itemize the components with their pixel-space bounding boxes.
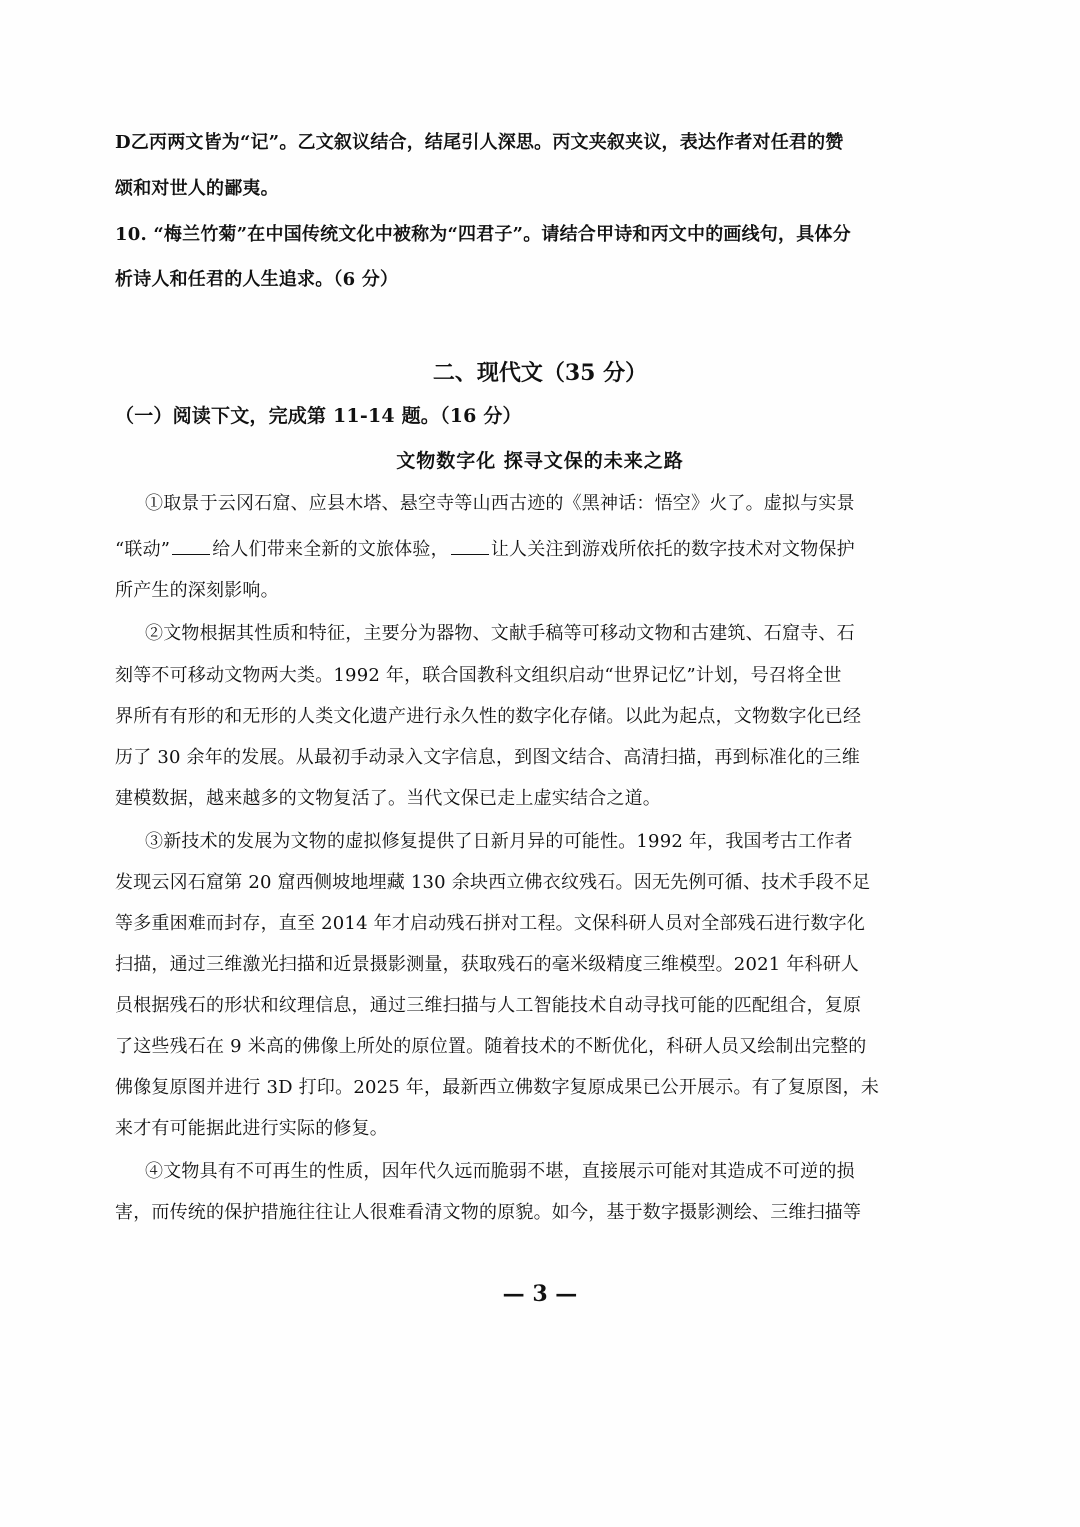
q10-line1: 10. “梅兰竹菊”在中国传统文化中被称为“四君子”。请结合甲诗和丙文中的画线句，具体分: [115, 224, 851, 245]
p3-line5: 员根据残石的形状和纹理信息，通过三维扫描与人工智能技术自动寻找可能的匹配组合，复原: [115, 995, 862, 1016]
p1-line2-part-b: 给人们带来全新的文旅体验，: [212, 539, 449, 560]
fill-blank-1[interactable]: [172, 538, 210, 555]
p1-line3: 所产生的深刻影响。: [115, 580, 279, 601]
p3-line3: 等多重困难而封存，直至 2014 年才启动残石拼对工程。文保科研人员对全部残石进行数字化: [115, 913, 866, 934]
p4-line1: ④文物具有不可再生的性质，因年代久远而脆弱不堪，直接展示可能对其造成不可逆的损: [145, 1161, 855, 1182]
p1-line2-part-c: 让人关注到游戏所依托的数字技术对文物保护: [490, 539, 855, 560]
section-title: 二、现代文（35 分）: [432, 360, 648, 386]
p1-line2-part-a: “联动”: [115, 539, 171, 560]
page-number: — 3 —: [502, 1281, 578, 1307]
q9-option-d-line1: D乙丙两文皆为“记”。乙文叙议结合，结尾引人深思。丙文夹叙夹议，表达作者对任君的赞: [115, 132, 844, 153]
p3-line4: 扫描，通过三维激光扫描和近景摄影测量，获取残石的毫米级精度三维模型。2021 年科研人: [115, 954, 860, 975]
p2-line1: ②文物根据其性质和特征，主要分为器物、文献手稿等可移动文物和古建筑、石窟寺、石: [145, 623, 855, 644]
p3-line2: 发现云冈石窟第 20 窟西侧坡地埋藏 130 余块西立佛衣纹残石。因无先例可循、技术手段不足: [115, 872, 871, 893]
article-title: 文物数字化 探寻文保的未来之路: [396, 450, 684, 472]
p4-line2: 害，而传统的保护措施往往让人很难看清文物的原貌。如今，基于数字摄影测绘、三维扫描等: [115, 1202, 862, 1223]
p2-line4: 历了 30 余年的发展。从最初手动录入文字信息，到图文结合、高清扫描，再到标准化的三维: [115, 747, 860, 768]
p3-line1: ③新技术的发展为文物的虚拟修复提供了日新月异的可能性。1992 年，我国考古工作者: [145, 831, 853, 852]
fill-blank-2[interactable]: [451, 538, 489, 555]
subsection-title: （一）阅读下文，完成第 11-14 题。（16 分）: [115, 405, 522, 427]
q9-option-d-line2: 颂和对世人的鄙夷。: [115, 178, 279, 199]
p3-line8: 来才有可能据此进行实际的修复。: [115, 1118, 388, 1139]
p3-line7: 佛像复原图并进行 3D 打印。2025 年，最新西立佛数字复原成果已公开展示。有了复原图，未: [115, 1077, 880, 1098]
p2-line2: 刻等不可移动文物两大类。1992 年，联合国教科文组织启动“世界记忆”计划，号召将全世: [115, 665, 842, 686]
p3-line6: 了这些残石在 9 米高的佛像上所处的原位置。随着技术的不断优化，科研人员又绘制出完整的: [115, 1036, 867, 1057]
p2-line3: 界所有有形的和无形的人类文化遗产进行永久性的数字化存储。以此为起点，文物数字化已经: [115, 706, 862, 727]
p1-line2: [115, 538, 855, 562]
q10-line2: 析诗人和任君的人生追求。（6 分）: [115, 269, 399, 290]
p2-line5: 建模数据，越来越多的文物复活了。当代文保已走上虚实结合之道。: [115, 788, 661, 809]
p1-line1: ①取景于云冈石窟、应县木塔、悬空寺等山西古迹的《黑神话：悟空》火了。虚拟与实景: [145, 493, 855, 514]
